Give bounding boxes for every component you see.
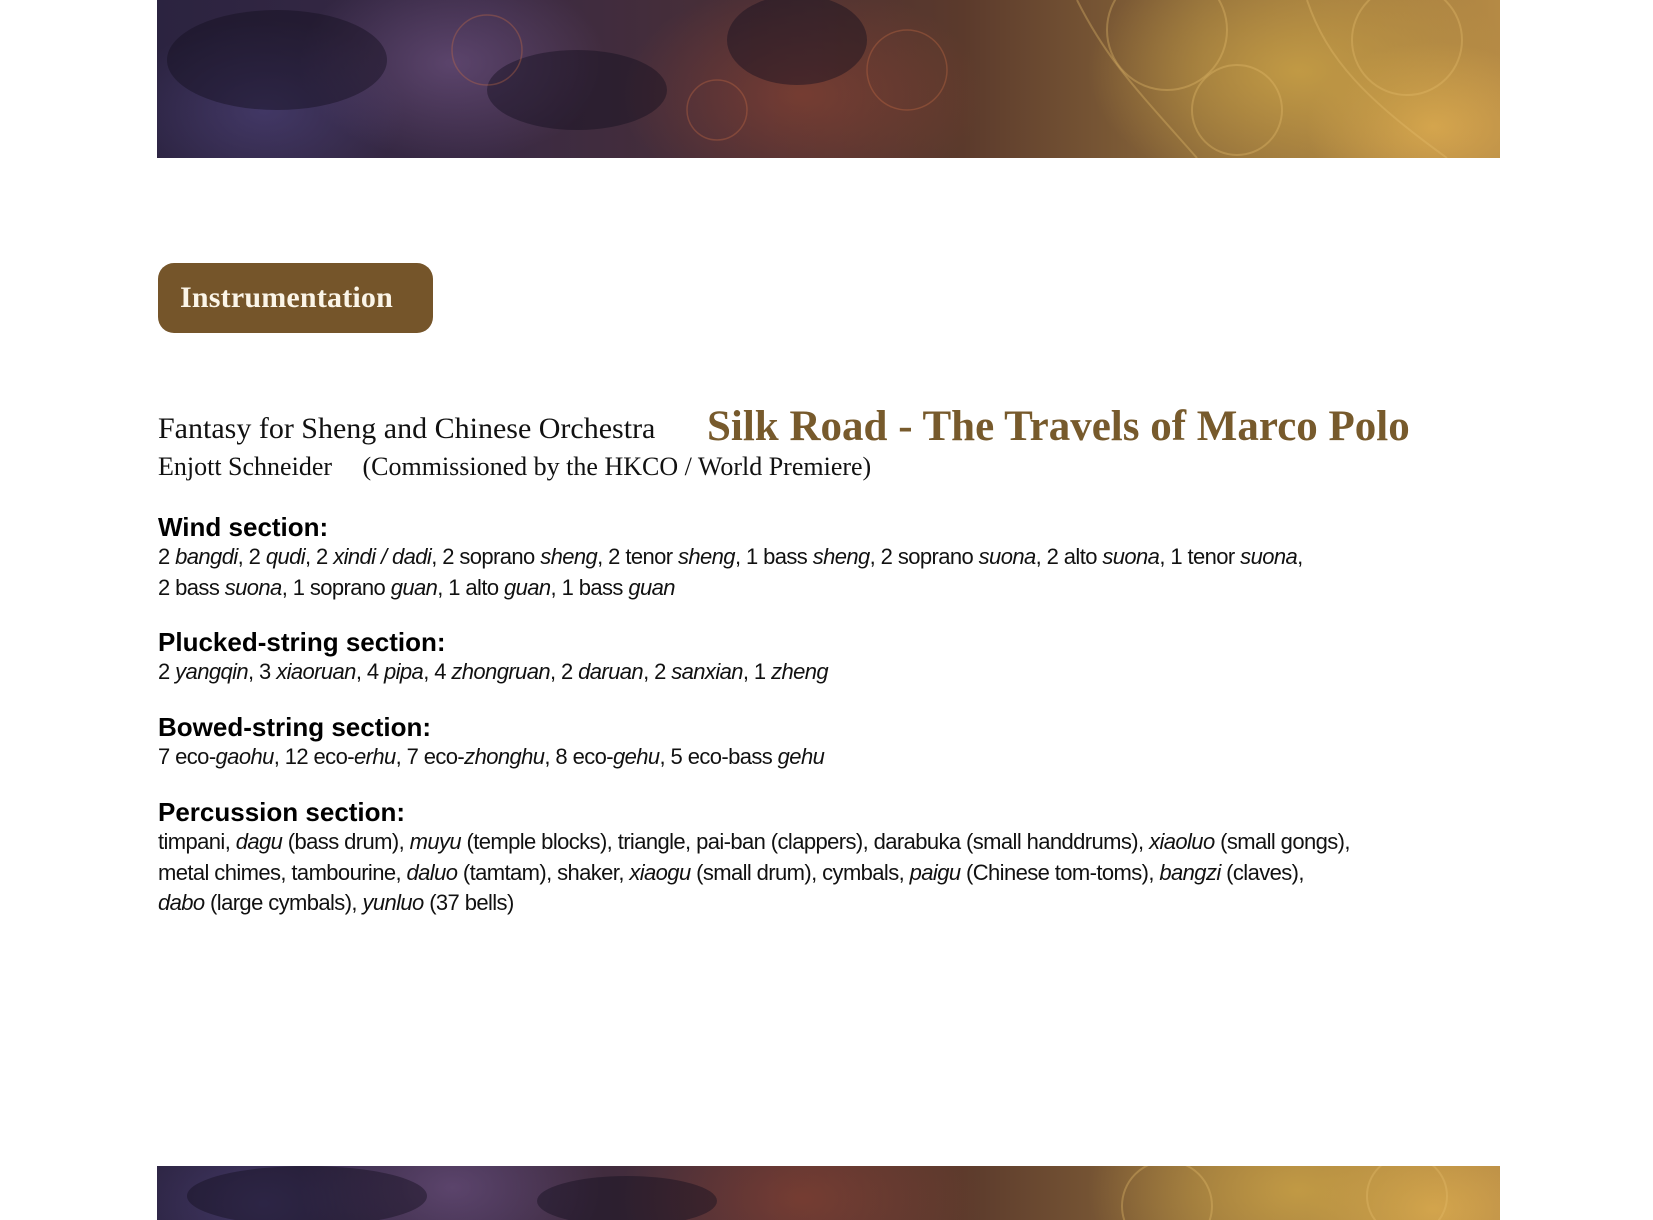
bottom-banner-artwork <box>157 1166 1500 1220</box>
commission-note: (Commissioned by the HKCO / World Premiere) <box>362 452 872 481</box>
instrument-name: yangqin <box>175 659 249 684</box>
instrument-line <box>158 827 1350 858</box>
instrument-name: xiaoluo <box>1149 829 1215 854</box>
instrument-line <box>158 657 828 688</box>
instrument-name: daluo <box>406 859 458 885</box>
instrument-text: (large cymbals), <box>204 890 363 915</box>
instrument-name: xindi / dadi <box>333 544 432 569</box>
percussion-section <box>158 797 1350 919</box>
instrument-name: gaohu <box>215 744 274 769</box>
instrument-name: dabo <box>158 890 205 915</box>
top-banner-artwork <box>157 0 1500 158</box>
composer-name: Enjott Schneider <box>158 452 333 481</box>
instrument-name: bangzi <box>1159 859 1221 885</box>
instrument-name: daruan <box>578 659 644 684</box>
instrument-name: sheng <box>677 544 735 569</box>
instrument-name: suona <box>1102 544 1160 569</box>
instrument-text: , 3 <box>248 659 277 684</box>
instrument-name: paigu <box>909 859 961 885</box>
instrument-name: suona <box>978 544 1036 569</box>
instrument-name: xiaoruan <box>276 659 356 684</box>
instrument-name: zhongruan <box>451 659 550 684</box>
instrumentation-tag <box>158 263 433 333</box>
banner-ornament <box>157 1166 1500 1220</box>
instrument-text: (tamtam), shaker, <box>457 859 630 885</box>
piece-subtitle: Fantasy for Sheng and Chinese Orchestra <box>158 412 656 445</box>
instrumentation-tag-label: Instrumentation <box>180 281 394 314</box>
instrument-text: , 2 alto <box>1035 544 1103 569</box>
instrument-name: sanxian <box>671 659 743 684</box>
instrument-name: dagu <box>235 829 283 854</box>
instrument-text: timpani, <box>158 829 236 854</box>
instrument-text: , 4 <box>423 659 452 684</box>
piece-title: Silk Road - The Travels of Marco Polo <box>707 403 1410 450</box>
plucked-string-section <box>158 627 828 688</box>
composer-line <box>158 452 871 482</box>
instrument-text: , 2 <box>237 544 266 569</box>
instrument-text: , 1 bass <box>550 574 629 600</box>
instrument-name: bangdi <box>175 544 238 569</box>
instrument-name: yunluo <box>362 890 424 915</box>
instrument-text: , 7 eco- <box>395 744 465 769</box>
instrument-text: , 2 soprano <box>869 544 979 569</box>
instrument-text: , 1 soprano <box>281 574 391 600</box>
instrument-text: (bass drum), <box>282 829 410 854</box>
instrument-text: , 2 <box>549 659 579 684</box>
section-heading: Wind section: <box>158 512 329 542</box>
instrument-text: , 4 <box>355 659 384 684</box>
banner-ornament <box>157 0 1500 158</box>
instrument-text: 2 <box>158 544 176 569</box>
instrument-line <box>158 542 1303 573</box>
bowed-string-section <box>158 712 824 773</box>
section-heading: Plucked-string section: <box>158 627 446 657</box>
instrument-text: , 5 eco-bass <box>659 744 778 769</box>
instrument-text: (claves), <box>1220 859 1304 885</box>
section-instruments <box>158 542 1303 603</box>
instrument-text: , 1 bass <box>734 544 813 569</box>
instrument-text: , 2 soprano <box>431 544 541 569</box>
instrument-text: , 2 <box>643 659 672 684</box>
instrument-text: (37 bells) <box>423 890 514 915</box>
instrument-line <box>158 858 1350 889</box>
instrument-name: zheng <box>771 659 829 684</box>
instrument-line <box>158 888 1350 919</box>
instrument-text: 7 eco- <box>158 744 216 769</box>
instrument-name: guan <box>504 574 551 600</box>
instrument-text: , 8 eco- <box>544 744 613 769</box>
instrument-text: metal chimes, tambourine, <box>158 859 407 885</box>
instrument-text: (small drum), cymbals, <box>690 859 910 885</box>
instrument-text: (temple blocks), triangle, pai-ban (clappers), darabuka (small handdrums), <box>461 829 1150 854</box>
wind-section <box>158 512 1303 603</box>
instrument-name: muyu <box>409 829 461 854</box>
instrument-text: , 1 <box>742 659 772 684</box>
instrument-text: , 2 <box>305 544 334 569</box>
instrument-text: 2 <box>158 659 176 684</box>
section-heading: Bowed-string section: <box>158 712 432 742</box>
instrument-name: pipa <box>384 659 424 684</box>
instrument-name: gehu <box>612 744 660 769</box>
instrument-name: erhu <box>353 744 396 769</box>
instrument-name: guan <box>390 574 438 600</box>
instrument-name: suona <box>1240 544 1298 569</box>
instrument-name: sheng <box>540 544 598 569</box>
instrument-name: qudi <box>265 544 306 569</box>
section-instruments <box>158 742 824 773</box>
instrument-name: zhonghu <box>464 744 545 769</box>
instrument-name: suona <box>224 574 282 600</box>
section-instruments <box>158 827 1350 919</box>
section-instruments <box>158 657 828 688</box>
instrument-name: xiaogu <box>629 859 691 885</box>
instrument-line <box>158 742 824 773</box>
instrument-name: guan <box>628 574 675 600</box>
instrument-text: , 12 eco- <box>273 744 354 769</box>
instrument-text: (small gongs), <box>1214 829 1350 854</box>
section-heading: Percussion section: <box>158 797 406 827</box>
instrument-name: gehu <box>777 744 825 769</box>
instrument-line <box>158 573 1303 604</box>
instrument-text: , 1 tenor <box>1159 544 1241 569</box>
instrument-text: (Chinese tom-toms), <box>960 859 1160 885</box>
instrument-text: , 1 alto <box>437 574 504 600</box>
instrument-text: 2 bass <box>158 574 225 600</box>
instrument-text: , 2 tenor <box>597 544 678 569</box>
instrument-name: sheng <box>812 544 870 569</box>
instrument-text: , <box>1297 544 1303 569</box>
